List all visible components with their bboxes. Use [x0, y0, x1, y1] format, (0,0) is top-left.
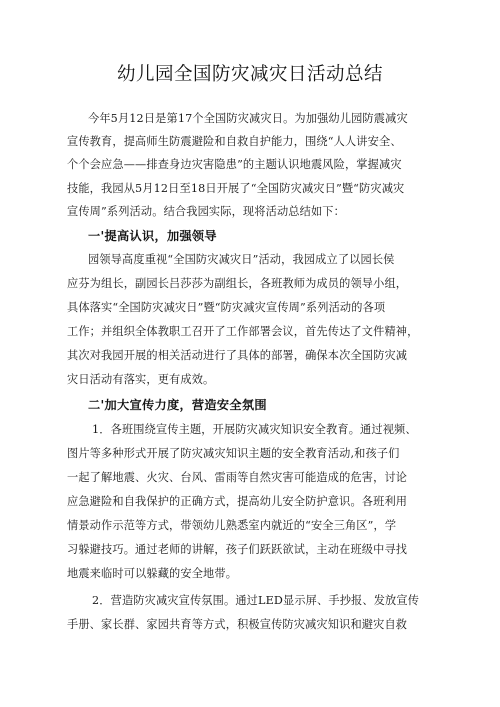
paragraph-line: 个个会应急——排查身边灾害隐患”的主题认识地震风险，掌握减灾 — [67, 158, 402, 171]
paragraph-line: 园领导高度重视“全国防灾减灾日”活动，我园成立了以园长侯 — [88, 253, 395, 266]
paragraph-line: 其次对我园开展的相关活动进行了具体的部署，确保本次全国防灾减 — [67, 349, 408, 362]
paragraph-line: 手册、家长群、家园共育等方式，积极宣传防灾减灾知识和避灾自救 — [67, 618, 408, 631]
paragraph-line: 灾日活动有落实，更有成效。 — [67, 373, 215, 386]
paragraph-line: 地震来临时可以躲藏的安全地带。 — [67, 567, 238, 580]
paragraph-line: 宣传周”系列活动。结合我园实际，现将活动总结如下： — [67, 205, 345, 218]
paragraph-line: 应急避险和自我保护的正确方式，提高幼儿安全防护意识。各班利用 — [67, 495, 408, 508]
paragraph-line: 1．各班围绕宣传主题，开展防灾减灾知识安全教育。通过视频、 — [92, 423, 417, 436]
paragraph-line: 技能，我园从5月12日至18日开展了“全国防灾减灾日”暨“防灾减灾 — [67, 182, 405, 195]
paragraph-line: 今年5月12日是第17个全国防灾减灾日。为加强幼儿园防震减灾 — [88, 112, 408, 125]
paragraph-line: 情景动作示范等方式，带领幼儿熟悉室内就近的“安全三角区”，学 — [67, 519, 397, 532]
paragraph-line: 工作；并组织全体教职工召开了工作部署会议，首先传达了文件精神， — [67, 325, 419, 338]
paragraph-line: 习躲避技巧。通过老师的讲解，孩子们跃跃欲试，主动在班级中寻找 — [67, 543, 408, 556]
section-heading: 一'提高认识，加强领导 — [88, 229, 217, 243]
paragraph-line: 图片等多种形式开展了防灾减灾知识主题的安全教育活动,和孩子们 — [67, 447, 400, 460]
document-title: 幼儿园全国防灾减灾日活动总结 — [116, 64, 383, 85]
paragraph-line: 一起了解地震、火灾、台风、雷雨等自然灾害可能造成的危害，讨论 — [67, 471, 408, 484]
paragraph-line: 具体落实“全国防灾减灾日”暨“防灾减灾宣传周”系列活动的各项 — [67, 301, 386, 314]
paragraph-line: 2．营造防灾减灾宣传氛围。通过LED显示屏、手抄报、发放宣传 — [92, 594, 420, 607]
paragraph-line: 宣传教育，提高师生防震避险和自救自护能力，围绕“人人讲安全、 — [67, 135, 402, 148]
paragraph-line: 应芬为组长，副园长吕莎莎为副组长，各班教师为成员的领导小组， — [67, 277, 408, 290]
section-heading: 二'加大宣传力度，营造安全氛围 — [88, 398, 267, 412]
